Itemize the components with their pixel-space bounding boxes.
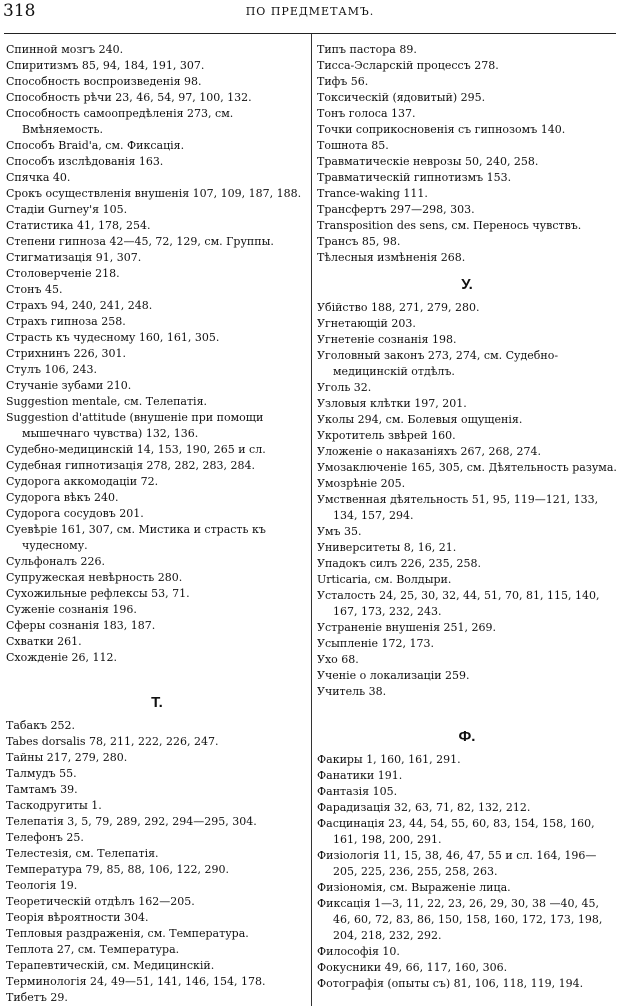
entries-s (6, 42, 308, 666)
index-entry: Уколы 294, см. Болевыя ощущенія. (317, 413, 523, 426)
section-heading-u: У. (461, 276, 473, 293)
index-entry: Университеты 8, 16, 21. (317, 541, 457, 554)
entries-t (6, 718, 308, 1006)
index-entry: Tabes dorsalis 78, 211, 222, 226, 247. (6, 735, 219, 748)
index-entry: Схожденіе 26, 112. (6, 651, 117, 664)
index-entry: Угнетающій 203. (317, 317, 416, 330)
index-entry: Фокусники 49, 66, 117, 160, 306. (317, 961, 508, 974)
index-entry: Ухо 68. (317, 653, 359, 666)
index-entry: Устраненіе внушенія 251, 269. (317, 621, 496, 634)
index-entry: Тошнота 85. (317, 139, 389, 152)
index-entry: Телепатія 3, 5, 79, 289, 292, 294—295, 304. (6, 815, 257, 828)
index-entry: Теорія вѣроятности 304. (6, 911, 149, 924)
index-entry: Талмудъ 55. (6, 767, 77, 780)
index-entry: Suggestion mentale, см. Телепатія. (6, 395, 208, 408)
index-entry: Судебная гипнотизація 278, 282, 283, 284. (6, 459, 255, 472)
index-entry: Усталость 24, 25, 30, 32, 44, 51, 70, 81, 115, 140, 167, 173, 232, 243. (317, 589, 600, 618)
index-entry: Trance-waking 111. (317, 187, 428, 200)
index-entry: Таскодругиты 1. (6, 799, 102, 812)
index-entry: Тайны 217, 279, 280. (6, 751, 128, 764)
index-entry: Фанатики 191. (317, 769, 403, 782)
index-entry: Тифъ 56. (317, 75, 369, 88)
index-entry: Терминологія 24, 49—51, 141, 146, 154, 178. (6, 975, 266, 988)
index-entry: Сухожильные рефлексы 53, 71. (6, 587, 190, 600)
index-entry: Фасцинація 23, 44, 54, 55, 60, 83, 154, 158, 160, 161, 198, 200, 291. (317, 817, 595, 846)
index-entry: Спинной мозгъ 240. (6, 43, 124, 56)
section-heading-t: Т. (151, 694, 163, 711)
right-column (317, 42, 617, 992)
index-entry: Способность рѣчи 23, 46, 54, 97, 100, 132. (6, 91, 252, 104)
index-entry: Тибетъ 29. (6, 991, 68, 1004)
index-entry: Судебно-медицинскій 14, 153, 190, 265 и сл. (6, 443, 266, 456)
index-entry: Судорога аккомодаціи 72. (6, 475, 159, 488)
index-entry: Стонъ 45. (6, 283, 63, 296)
page-number: 318 (3, 1, 36, 21)
index-entry: Факиры 1, 160, 161, 291. (317, 753, 461, 766)
index-entry: Умъ 35. (317, 525, 362, 538)
index-entry: Упадокъ силъ 226, 235, 258. (317, 557, 482, 570)
index-entry: Суевѣріе 161, 307, см. Мистика и страсть къ чудесному. (6, 523, 266, 552)
index-entry: Статистика 41, 178, 254. (6, 219, 151, 232)
index-entry: Судорога вѣкъ 240. (6, 491, 119, 504)
left-column (6, 42, 308, 1006)
index-entry: Судорога сосудовъ 201. (6, 507, 144, 520)
index-entry: Стрихнинъ 226, 301. (6, 347, 127, 360)
index-entry: Степени гипноза 42—45, 72, 129, см. Группы. (6, 235, 274, 248)
index-entry: Срокъ осуществленія внушенія 107, 109, 187, 188. (6, 187, 302, 200)
index-entry: Умственная дѣятельность 51, 95, 119—121, 133, 134, 157, 294. (317, 493, 599, 522)
index-entry: Травматическіе неврозы 50, 240, 258. (317, 155, 539, 168)
entries-f (317, 752, 617, 992)
index-entry: Теоретическій отдѣлъ 162—205. (6, 895, 195, 908)
index-entry: Телестезія, см. Телепатія. (6, 847, 159, 860)
index-entry: Transposition des sens, см. Перенось чувствъ. (317, 219, 582, 232)
entries-t-continued (317, 42, 617, 266)
index-entry: Трансфертъ 297—298, 303. (317, 203, 475, 216)
index-entry: Угнетеніе сознанія 198. (317, 333, 457, 346)
index-entry: Тонъ голоса 137. (317, 107, 416, 120)
index-entry: Стулъ 106, 243. (6, 363, 97, 376)
entries-u (317, 300, 617, 700)
index-entry: Схватки 261. (6, 635, 82, 648)
index-entry: Страхъ гипноза 258. (6, 315, 126, 328)
index-entry: Философія 10. (317, 945, 400, 958)
index-entry: Спячка 40. (6, 171, 71, 184)
index-entry: Узловыя клѣтки 197, 201. (317, 397, 467, 410)
index-entry: Укротитель звѣрей 160. (317, 429, 456, 442)
index-entry: Фантазія 105. (317, 785, 398, 798)
index-entry: Травматическій гипнотизмъ 153. (317, 171, 512, 184)
index-entry: Супружеская невѣрность 280. (6, 571, 183, 584)
index-entry: Способъ Braid'a, см. Фиксація. (6, 139, 185, 152)
index-entry: Точки соприкосновенія съ гипнозомъ 140. (317, 123, 566, 136)
index-entry: Трансъ 85, 98. (317, 235, 401, 248)
index-entry: Стадіи Gurney'я 105. (6, 203, 128, 216)
index-entry: Теологія 19. (6, 879, 78, 892)
index-entry: Urticaria, см. Волдыри. (317, 573, 452, 586)
index-entry: Уголь 32. (317, 381, 372, 394)
section-heading-f: Ф. (458, 728, 476, 745)
index-entry: Убійство 188, 271, 279, 280. (317, 301, 480, 314)
index-entry: Способъ изслѣдованія 163. (6, 155, 164, 168)
index-entry: Учитель 38. (317, 685, 387, 698)
index-entry: Ученіе о локализаціи 259. (317, 669, 470, 682)
index-entry: Уголовный законъ 273, 274, см. Судебно-медицинскій отдѣлъ. (317, 349, 559, 378)
index-entry: Умозрѣніе 205. (317, 477, 406, 490)
index-entry: Стигматизація 91, 307. (6, 251, 142, 264)
index-entry: Тисса-Эсларскій процессъ 278. (317, 59, 499, 72)
index-entry: Телефонъ 25. (6, 831, 84, 844)
index-entry: Тѣлесныя измѣненія 268. (317, 251, 466, 264)
index-entry: Тепловыя раздраженія, см. Температура. (6, 927, 249, 940)
index-entry: Уложеніе о наказаніяхъ 267, 268, 274. (317, 445, 542, 458)
index-entry: Усыпленіе 172, 173. (317, 637, 435, 650)
index-entry: Способность самоопредѣленія 273, см. Вмѣняемость. (6, 107, 234, 136)
index-entry: Температура 79, 85, 88, 106, 122, 290. (6, 863, 229, 876)
index-entry: Теплота 27, см. Температура. (6, 943, 180, 956)
index-entry: Сферы сознанія 183, 187. (6, 619, 156, 632)
index-entry: Фотографія (опыты съ) 81, 106, 118, 119, 194. (317, 977, 584, 990)
index-entry: Табакъ 252. (6, 719, 75, 732)
column-divider (311, 34, 312, 1006)
index-entry: Стучаніе зубами 210. (6, 379, 132, 392)
index-entry: Физіономія, см. Выраженіе лица. (317, 881, 511, 894)
running-title: ПО ПРЕДМЕТАМЪ. (245, 5, 375, 18)
index-entry: Типъ пастора 89. (317, 43, 417, 56)
index-entry: Умозаключеніе 165, 305, см. Дѣятельность разума. (317, 461, 617, 474)
index-entry: Фарадизація 32, 63, 71, 82, 132, 212. (317, 801, 531, 814)
index-entry: Фиксація 1—3, 11, 22, 23, 26, 29, 30, 38 —40, 45, 46, 60, 72, 83, 86, 150, 158, 160, 172, 173, 198, 204, 218, 232, 292. (317, 897, 603, 942)
index-entry: Спиритизмъ 85, 94, 184, 191, 307. (6, 59, 205, 72)
header-rule (4, 33, 616, 34)
index-entry: Тамтамъ 39. (6, 783, 78, 796)
index-entry: Suggestion d'attitude (внушеніе при помощи мышечнаго чувства) 132, 136. (6, 411, 264, 440)
index-entry: Суженіе сознанія 196. (6, 603, 137, 616)
index-entry: Страсть къ чудесному 160, 161, 305. (6, 331, 220, 344)
index-entry: Токсическій (ядовитый) 295. (317, 91, 486, 104)
index-entry: Страхъ 94, 240, 241, 248. (6, 299, 153, 312)
index-entry: Физіологія 11, 15, 38, 46, 47, 55 и сл. 164, 196—205, 225, 236, 255, 258, 263. (317, 849, 597, 878)
index-entry: Способность воспроизведенія 98. (6, 75, 202, 88)
index-entry: Столоверченіе 218. (6, 267, 120, 280)
index-entry: Терапевтическій, см. Медицинскій. (6, 959, 215, 972)
index-entry: Сульфоналъ 226. (6, 555, 105, 568)
